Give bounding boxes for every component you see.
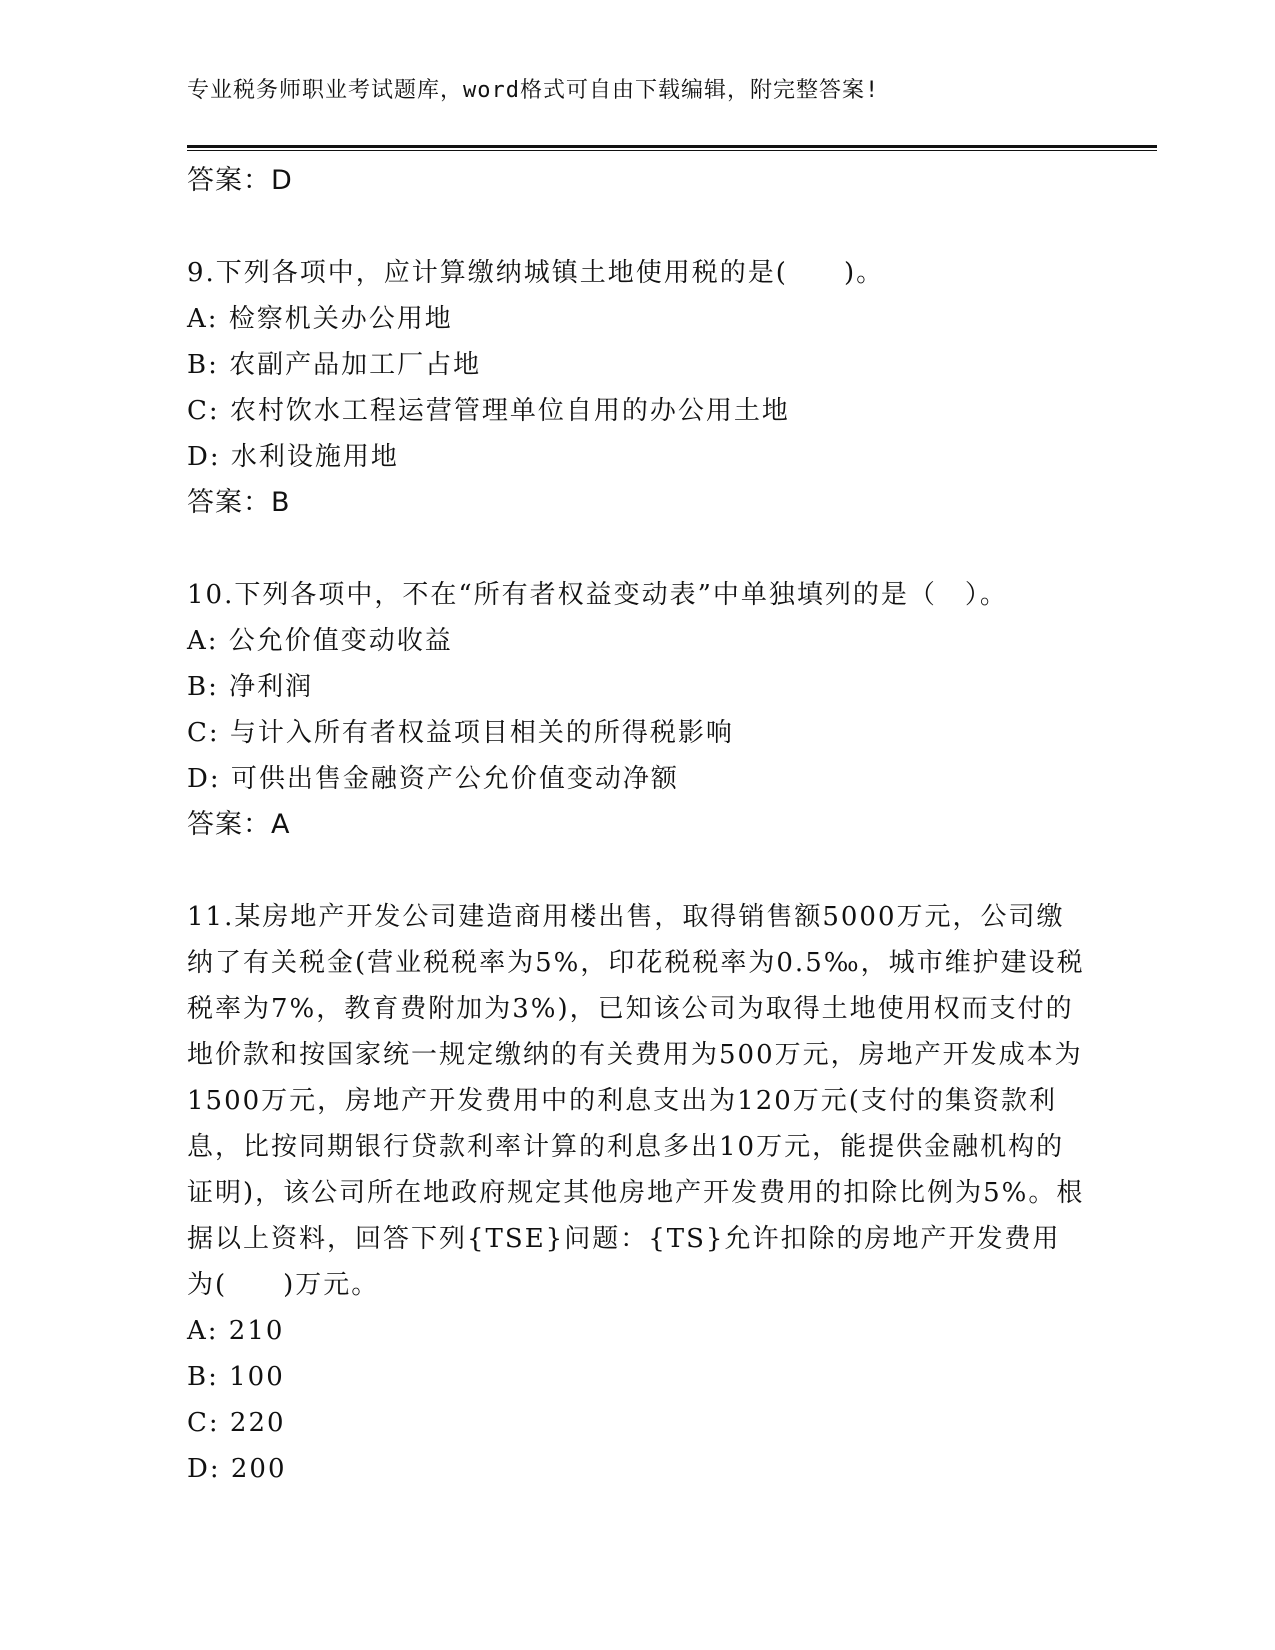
- answer-q9: 答案：B: [187, 487, 291, 518]
- question-content: [187, 158, 1087, 1492]
- question-9-stem: 9.下列各项中，应计算缴纳城镇土地使用税的是( )。: [187, 258, 885, 288]
- question-9: [187, 250, 1087, 526]
- page-header: 专业税务师职业考试题库，word格式可自由下载编辑，附完整答案!: [187, 78, 880, 103]
- question-10-option-c: C: 与计入所有者权益项目相关的所得税影响: [187, 718, 734, 748]
- question-9-option-d: D: 水利设施用地: [187, 442, 399, 472]
- question-11-option-b: B: 100: [187, 1362, 285, 1392]
- spacer: [187, 848, 1087, 894]
- header-rule-thin: [187, 150, 1157, 151]
- question-10-option-a: A: 公允价值变动收益: [187, 626, 453, 656]
- question-11-stem: 11.某房地产开发公司建造商用楼出售，取得销售额5000万元，公司缴纳了有关税金(营业税税率为5%，印花税税率为0.5‰，城市维护建设税税率为7%，教育费附加为3%)，已知该公司为取得土地使用权而支付的地价款和按国家统一规定缴纳的有关费用为500万元，房地产开发成本为1500万元，房地产开发费用中的利息支出为120万元(支付的集资款利息，比按同期银行贷款利率计算的利息多出10万元，能提供金融机构的证明)，该公司所在地政府规定其他房地产开发费用的扣除比例为5%。根据以上资料，回答下列{TSE}问题：{TS}允许扣除的房地产开发费用为( )万元。: [187, 902, 1085, 1300]
- question-11-option-c: C: 220: [187, 1408, 286, 1438]
- question-10-option-b: B: 净利润: [187, 672, 314, 702]
- question-9-option-b: B: 农副产品加工厂占地: [187, 350, 482, 380]
- question-9-option-c: C: 农村饮水工程运营管理单位自用的办公用土地: [187, 396, 790, 426]
- question-10-option-d: D: 可供出售金融资产公允价值变动净额: [187, 764, 679, 794]
- question-11-option-a: A: 210: [187, 1316, 285, 1346]
- spacer: [187, 204, 1087, 250]
- question-11-option-d: D: 200: [187, 1454, 287, 1484]
- question-10: [187, 572, 1087, 848]
- question-10-stem: 10.下列各项中，不在“所有者权益变动表”中单独填列的是（ ）。: [187, 580, 1008, 610]
- question-9-option-a: A: 检察机关办公用地: [187, 304, 453, 334]
- answer-q8: 答案：D: [187, 165, 293, 196]
- spacer: [187, 526, 1087, 572]
- question-11: [187, 894, 1087, 1492]
- header-rule-thick: [187, 145, 1157, 148]
- answer-q10: 答案：A: [187, 809, 291, 840]
